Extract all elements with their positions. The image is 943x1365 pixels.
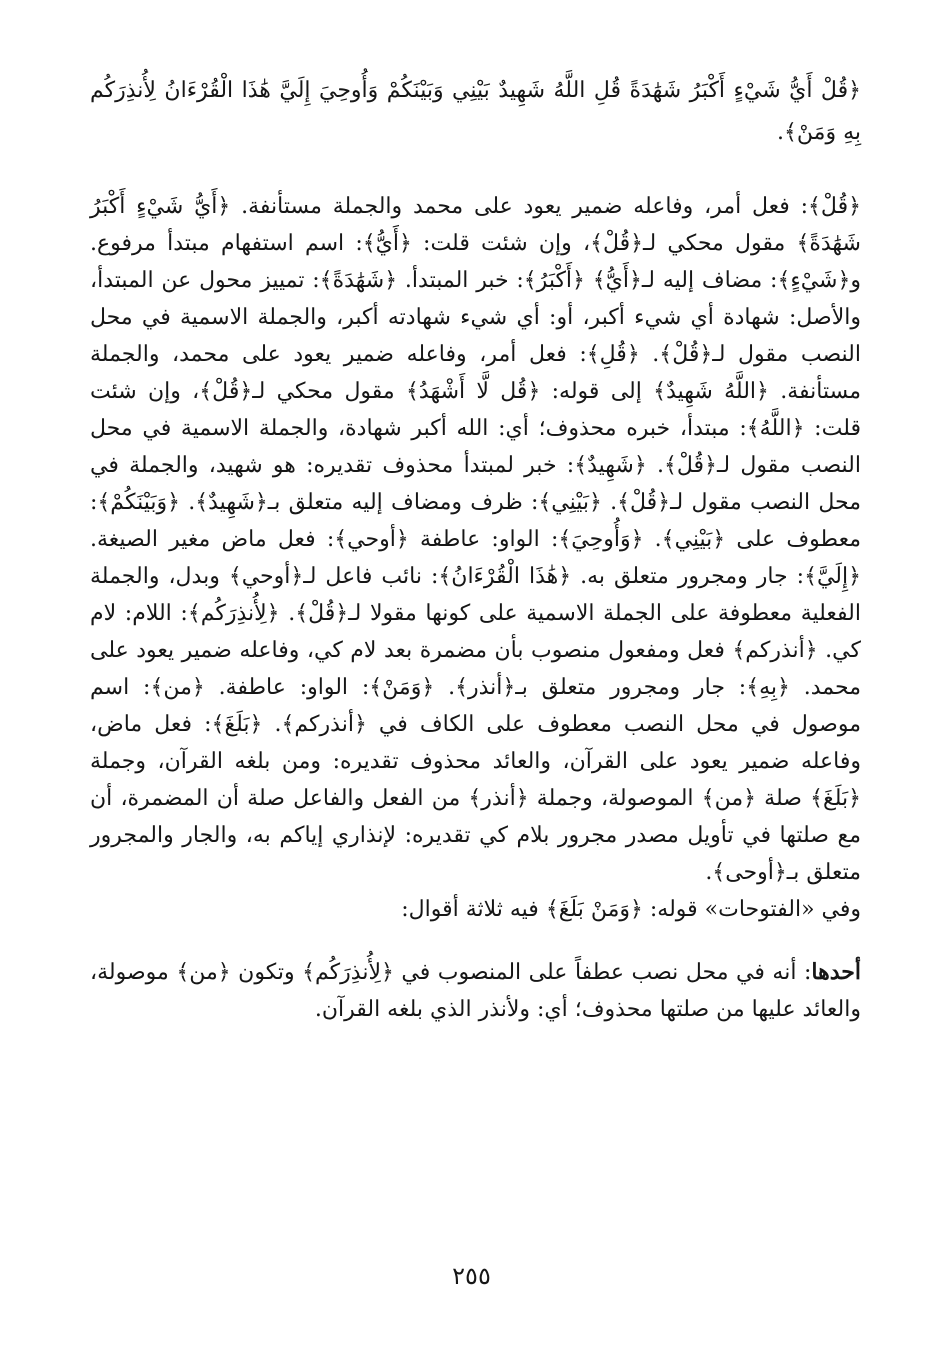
grammar-commentary: ﴿قُلْ﴾: فعل أمر، وفاعله ضمير يعود على محمد والجملة مستأنفة. ﴿أَيُّ شَيْءٍ أَكْبَرُ شَهَٰدَةً﴾ مقول محكي لـ﴿قُلْ﴾، وإن شئت قلت: ﴿أَيُّ﴾: اسم استفهام مبتدأ مرفوع. و﴿شَيْءٍ﴾: مضاف إليه لـ﴿أَيُّ﴾ ﴿أَكْبَرُ﴾: خبر المبتدأ. ﴿شَهَٰدَةً﴾: تمييز محول عن المبتدأ، والأصل: شهادة أي شيء أكبر، أو: أي شيء شهادته أكبر، والجملة الاسمية في محل النصب مقول لـ﴿قُلْ﴾. ﴿قُلِ﴾: فعل أمر، وفاعله ضمير يعود على محمد، والجملة مستأنفة. ﴿اللَّهُ شَهِيدٌ﴾ إلى قوله: ﴿قُل لَّا أَشْهَدُ﴾ مقول محكي لـ﴿قُلْ﴾، وإن شئت قلت: ﴿اللَّهُ﴾: مبتدأ، خبره محذوف؛ أي: الله أكبر شهادة، والجملة الاسمية في محل النصب مقول لـ﴿قُلْ﴾. ﴿شَهِيدٌ﴾: خبر لمبتدأ محذوف تقديره: هو شهيد، والجملة في محل النصب مقول لـ﴿قُلْ﴾. ﴿بَيْنِي﴾: ظرف ومضاف إليه متعلق بـ﴿شَهِيدٌ﴾. ﴿وَبَيْنَكُمْ﴾: معطوف على ﴿بَيْنِي﴾. ﴿وَأُوحِيَ﴾: الواو: عاطفة ﴿أوحي﴾: فعل ماض مغير الصيغة. ﴿إِلَيَّ﴾: جار ومجرور متعلق به. ﴿هَٰذَا الْقُرْءَانُ﴾: نائب فاعل لـ﴿أوحي﴾ وبدل، والجملة الفعلية معطوفة على الجملة الاسمية على كونها مقولا لـ﴿قُلْ﴾. ﴿لِأُنذِرَكُم﴾: اللام: لام كي. ﴿أنذركم﴾ فعل ومفعول منصوب بأن مضمرة بعد لام كي، وفاعله ضمير يعود على محمد. ﴿بِهِ﴾: جار ومجرور متعلق بـ﴿أنذر﴾. ﴿وَمَنْ﴾: الواو: عاطفة. ﴿من﴾: اسم موصول في محل النصب معطوف على الكاف في ﴿أنذركم﴾. ﴿بَلَغَ﴾: فعل ماض، وفاعله ضمير يعود على القرآن، والعائد محذوف تقديره: ومن بلغه القرآن، وجملة ﴿بَلَغَ﴾ صلة ﴿من﴾ الموصولة، وجملة ﴿أنذر﴾ من الفعل والفاعل صلة أن المضمرة، أن مع صلتها في تأويل مصدر مجرور بلام كي تقديره: لإنذاري إياكم به، والجار والمجرور متعلق بـ﴿أوحى﴾. xyxy=(90,194,861,885)
page-number: ٢٥٥ xyxy=(452,1262,491,1290)
first-opinion xyxy=(90,954,861,1028)
quran-verse: ﴿قُلْ أَيُّ شَيْءٍ أَكْبَرُ شَهَٰدَةً قُلِ اللَّهُ شَهِيدٌ بَيْنِي وَبَيْنَكُمْ وَأُوحِيَ إِلَيَّ هَٰذَا الْقُرْءَانُ لِأُنذِرَكُم بِهِ وَمَنْ﴾. xyxy=(90,78,861,145)
first-opinion-heading: أحدها xyxy=(811,959,861,985)
commentary-closing-line: وفي «الفتوحات» قوله: ﴿وَمَنْ بَلَغَ﴾ فيه ثلاثة أقوال: xyxy=(401,897,861,922)
first-opinion-text: : أنه في محل نصب عطفاً على المنصوب في ﴿لِأُنذِرَكُم﴾ وتكون ﴿من﴾ موصولة، والعائد عليها من صلتها محذوف؛ أي: ولأنذر الذي بلغه القرآن. xyxy=(90,960,861,1022)
